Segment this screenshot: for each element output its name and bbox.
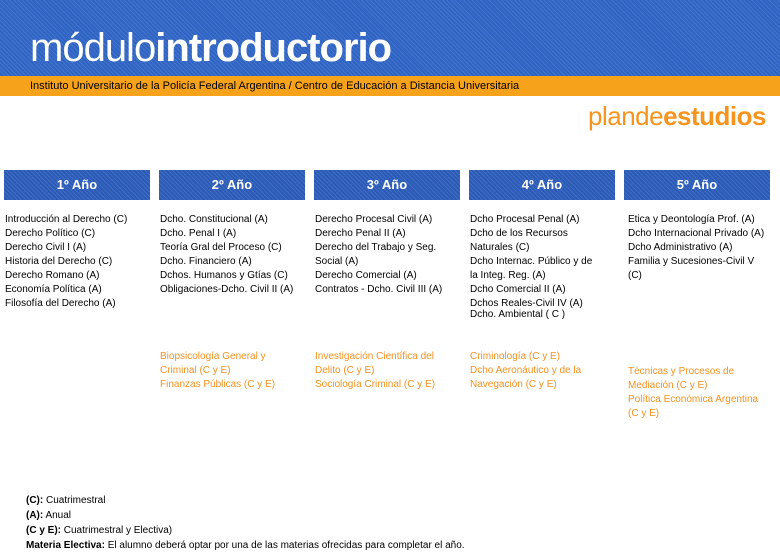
institution-name: Instituto Universitario de la Policía Federal Argentina / Centro de Educación a Distancia Universitaria [30, 80, 520, 92]
subject-item: Dcho Internac. Público y de [470, 256, 593, 267]
legend-key: (C): [26, 495, 44, 506]
legend-item-electiva [26, 538, 465, 553]
subject-item: Derecho Penal II (A) [315, 228, 406, 239]
legend-text: Anual [43, 510, 72, 521]
legend-text: El alumno deberá optar por una de las materias ofrecidas para completar el año. [104, 540, 465, 551]
year-header-3: 3º Año [314, 170, 460, 200]
elective-item: Política Económica Argentina [628, 394, 759, 405]
module-title-light: módulo [30, 26, 156, 70]
elective-item: Criminología (C y E) [470, 351, 561, 362]
subject-item: Filosofía del Derecho (A) [5, 298, 116, 309]
subject-item: Obligaciones-Dcho. Civil II (A) [160, 284, 294, 295]
elective-item: Investigación Científica del [315, 351, 434, 362]
year-1-subjects [5, 213, 155, 311]
elective-item: Navegación (C y E) [470, 379, 557, 390]
legend-item-c [26, 493, 465, 508]
subject-item: Dcho. Penal I (A) [160, 228, 237, 239]
subject-item: la Integ. Reg. (A) [470, 270, 546, 281]
year-header-5: 5º Año [624, 170, 770, 200]
year-3-electives [315, 350, 465, 392]
subject-item: Dcho Internacional Privado (A) [628, 228, 765, 239]
year-2-subjects [160, 213, 310, 297]
subject-item: Dcho de los Recursos [470, 228, 568, 239]
legend-key: (C y E): [26, 525, 61, 536]
subject-item: Dcho. Financiero (A) [160, 256, 252, 267]
year-4-subjects [470, 213, 620, 322]
subject-item: Contratos - Dcho. Civil III (A) [315, 284, 443, 295]
legend-text: Cuatrimestral y Electiva) [61, 525, 173, 536]
subject-item: (C) [628, 270, 642, 281]
elective-item: Sociología Criminal (C y E) [315, 379, 436, 390]
top-banner [0, 0, 780, 76]
legend-item-cye [26, 523, 465, 538]
legend-text: Cuatrimestral [43, 495, 106, 506]
elective-item: Criminal (C y E) [160, 365, 231, 376]
subject-item: Derecho Romano (A) [5, 270, 100, 281]
subject-item: Dcho Administrativo (A) [628, 242, 733, 253]
subject-item: Etica y Deontología Prof. (A) [628, 214, 755, 225]
year-5-electives [628, 365, 778, 421]
subject-item: Dchos. Humanos y Gtías (C) [160, 270, 288, 281]
subject-item: Dcho Procesal Penal (A) [470, 214, 580, 225]
plan-title-light: plande [588, 101, 664, 131]
subject-item: Familia y Sucesiones-Civil V [628, 256, 755, 267]
year-2-electives [160, 350, 310, 392]
year-header-4: 4º Año [469, 170, 615, 200]
year-header-1: 1º Año [4, 170, 150, 200]
subject-item: Dcho. Constitucional (A) [160, 214, 268, 225]
elective-item: Biopsicología General y [160, 351, 266, 362]
legend-key: (A): [26, 510, 44, 521]
subject-item: Derecho Procesal Civil (A) [315, 214, 433, 225]
subject-item: Derecho Civil I (A) [5, 242, 87, 253]
year-4-electives [470, 350, 620, 392]
year-3-subjects [315, 213, 465, 297]
module-title [30, 26, 391, 70]
subject-item: Derecho Comercial (A) [315, 270, 417, 281]
legend [26, 493, 465, 553]
elective-item: (C y E) [628, 408, 660, 419]
subject-item: Dcho. Ambiental ( C ) [470, 309, 566, 320]
plan-title [588, 100, 766, 132]
elective-item: Mediación (C y E) [628, 380, 708, 391]
subject-item: Dcho Comercial II (A) [470, 284, 566, 295]
plan-title-bold: estudios [663, 101, 766, 131]
subject-item: Introducción al Derecho (C) [5, 214, 128, 225]
year-header-2: 2º Año [159, 170, 305, 200]
subject-item: Historia del Derecho (C) [5, 256, 113, 267]
subject-item: Dchos Reales-Civil IV (A) [470, 298, 583, 309]
subject-item: Naturales (C) [470, 242, 530, 253]
subject-item: Economía Política (A) [5, 284, 102, 295]
subject-item: Teoría Gral del Proceso (C) [160, 242, 282, 253]
year-5-subjects [628, 213, 778, 283]
subject-item: Derecho Político (C) [5, 228, 96, 239]
elective-item: Dcho Aeronáutico y de la [470, 365, 582, 376]
subject-item: Social (A) [315, 256, 359, 267]
legend-key: Materia Electiva: [26, 540, 105, 551]
module-title-bold: introductorio [155, 26, 392, 70]
elective-item: Finanzas Públicas (C y E) [160, 379, 276, 390]
elective-item: Técnicas y Procesos de [628, 366, 735, 377]
institution-bar [0, 76, 780, 96]
legend-item-a [26, 508, 465, 523]
subject-item: Derecho del Trabajo y Seg. [315, 242, 437, 253]
elective-item: Delito (C y E) [315, 365, 375, 376]
